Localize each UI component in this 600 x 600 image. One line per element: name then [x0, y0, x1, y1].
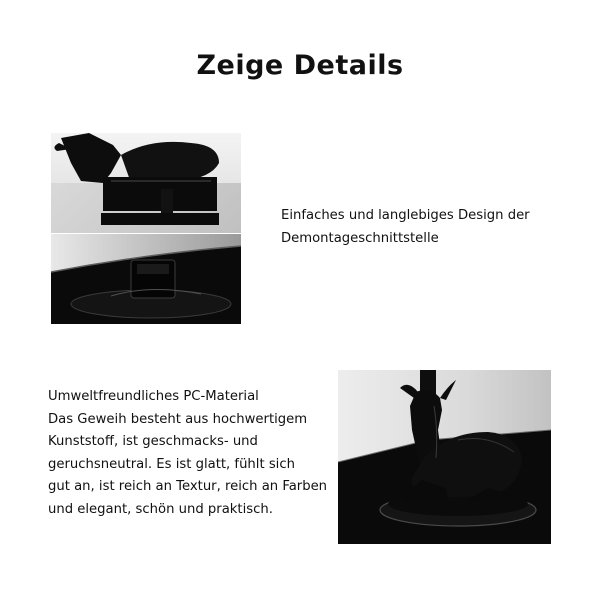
product-photo-connector-top [51, 133, 241, 233]
description-connector [281, 205, 581, 250]
product-photo-connector-bottom [51, 234, 241, 324]
product-photo-deer [338, 370, 551, 544]
description-line: Einfaches und langlebiges Design der [281, 208, 530, 223]
description-line: Das Geweih besteht aus hochwertigem [48, 411, 308, 427]
description-line: Kunststoff, ist geschmacks- und [48, 434, 258, 449]
description-line: Demontageschnittstelle [281, 230, 439, 246]
description-line: und elegant, schön und praktisch. [48, 501, 273, 517]
description-line: Umweltfreundliches PC-Material [48, 389, 259, 404]
description-line: gut an, ist reich an Textur, reich an Farben [48, 479, 328, 494]
description-material [48, 386, 328, 521]
page-title: Zeige Details [196, 50, 404, 81]
description-line: geruchsneutral. Es ist glatt, fühlt sich [48, 456, 295, 472]
